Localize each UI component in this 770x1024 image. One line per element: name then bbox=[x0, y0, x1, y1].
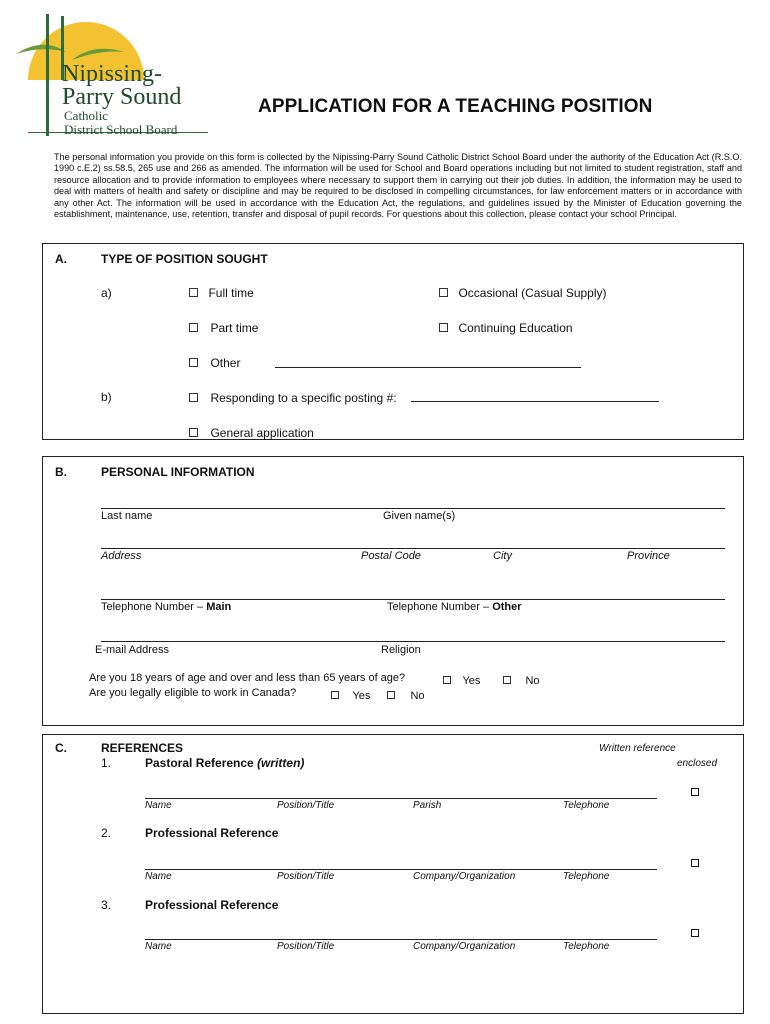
ref2-line[interactable] bbox=[145, 869, 657, 870]
general-option[interactable] bbox=[189, 424, 314, 442]
occasional-option[interactable] bbox=[439, 284, 607, 302]
age-yes-option[interactable] bbox=[443, 671, 480, 689]
ref2-company-label: Company/Organization bbox=[413, 871, 516, 882]
ref3-telephone-label: Telephone bbox=[563, 941, 610, 952]
item-a-label: a) bbox=[101, 286, 112, 300]
section-a-title: TYPE OF POSITION SOUGHT bbox=[101, 252, 268, 266]
written-ref-header-2: enclosed bbox=[677, 758, 718, 769]
city-label: City bbox=[493, 550, 512, 562]
age-no-option[interactable] bbox=[503, 671, 540, 689]
part-time-label: Part time bbox=[210, 321, 259, 335]
ref1-position-label: Position/Title bbox=[277, 800, 335, 811]
name-line[interactable] bbox=[101, 508, 725, 509]
ref3-position-label: Position/Title bbox=[277, 941, 335, 952]
occasional-label: Occasional (Casual Supply) bbox=[458, 286, 607, 300]
section-c bbox=[42, 734, 744, 1014]
occasional-checkbox[interactable] bbox=[439, 288, 448, 297]
part-time-checkbox[interactable] bbox=[189, 323, 198, 332]
ref3-line[interactable] bbox=[145, 939, 657, 940]
general-checkbox[interactable] bbox=[189, 428, 198, 437]
written-ref-header-1: Written reference bbox=[599, 743, 676, 754]
age-yes-label: Yes bbox=[462, 675, 481, 687]
age-no-label: No bbox=[525, 675, 540, 687]
province-label: Province bbox=[627, 550, 670, 562]
board-logo bbox=[14, 12, 204, 142]
section-b-letter: B. bbox=[55, 465, 67, 479]
other-label: Other bbox=[210, 356, 241, 370]
logo-name-line3: Catholic bbox=[64, 108, 109, 123]
eligible-no-checkbox[interactable] bbox=[387, 691, 395, 699]
section-a-letter: A. bbox=[55, 252, 67, 266]
ref1-name-label: Name bbox=[145, 800, 172, 811]
tel-other-label bbox=[387, 601, 522, 613]
ref3-company-label: Company/Organization bbox=[413, 941, 516, 952]
ref2-name-label: Name bbox=[145, 871, 172, 882]
posting-number-line[interactable] bbox=[411, 401, 659, 402]
last-name-label: Last name bbox=[101, 510, 153, 522]
ref2-enclosed-checkbox[interactable] bbox=[691, 859, 699, 867]
ref3-name-label: Name bbox=[145, 941, 172, 952]
general-label: General application bbox=[210, 426, 314, 440]
posting-label: Responding to a specific posting #: bbox=[210, 391, 397, 405]
section-c-title: REFERENCES bbox=[101, 741, 184, 755]
tel-other-prefix: Telephone Number – bbox=[387, 601, 493, 613]
ref1-telephone-label: Telephone bbox=[563, 800, 610, 811]
email-line[interactable] bbox=[101, 641, 725, 642]
posting-checkbox[interactable] bbox=[189, 393, 198, 402]
posting-option[interactable] bbox=[189, 389, 397, 407]
eligible-no-option[interactable] bbox=[387, 686, 425, 704]
tel-main-bold: Main bbox=[206, 601, 232, 613]
section-c-letter: C. bbox=[55, 741, 67, 755]
other-checkbox[interactable] bbox=[189, 358, 198, 367]
full-time-checkbox[interactable] bbox=[189, 288, 198, 297]
tel-main-label bbox=[101, 601, 231, 613]
other-option[interactable] bbox=[189, 354, 240, 372]
postal-code-label: Postal Code bbox=[361, 550, 421, 562]
ref1-enclosed-checkbox[interactable] bbox=[691, 788, 699, 796]
age-no-checkbox[interactable] bbox=[503, 676, 511, 684]
eligible-yes-option[interactable] bbox=[331, 686, 370, 704]
continuing-checkbox[interactable] bbox=[439, 323, 448, 332]
eligible-yes-checkbox[interactable] bbox=[331, 691, 339, 699]
item-b-label: b) bbox=[101, 390, 112, 404]
section-b bbox=[42, 456, 744, 726]
address-label: Address bbox=[101, 550, 142, 562]
ref1-title-text: Pastoral Reference bbox=[145, 756, 258, 770]
religion-label: Religion bbox=[381, 644, 421, 656]
tel-main-prefix: Telephone Number – bbox=[101, 601, 207, 613]
ref1-line[interactable] bbox=[145, 798, 657, 799]
ref1-written: (written) bbox=[257, 756, 305, 770]
logo-name-line2: Parry Sound bbox=[62, 84, 182, 110]
full-time-label: Full time bbox=[208, 286, 254, 300]
logo-name-line1: Nipissing- bbox=[62, 61, 163, 87]
section-a bbox=[42, 243, 744, 440]
telephone-line[interactable] bbox=[101, 599, 725, 600]
age-yes-checkbox[interactable] bbox=[443, 676, 451, 684]
ref3-title: Professional Reference bbox=[145, 898, 279, 912]
tel-other-bold: Other bbox=[492, 601, 522, 613]
ref1-parish-label: Parish bbox=[413, 800, 442, 811]
ref2-position-label: Position/Title bbox=[277, 871, 335, 882]
ref1-number: 1. bbox=[101, 756, 112, 770]
ref2-telephone-label: Telephone bbox=[563, 871, 610, 882]
ref2-number: 2. bbox=[101, 826, 112, 840]
continuing-option[interactable] bbox=[439, 319, 573, 337]
eligible-yes-label: Yes bbox=[352, 690, 371, 702]
part-time-option[interactable] bbox=[189, 319, 258, 337]
continuing-label: Continuing Education bbox=[458, 321, 573, 335]
eligible-question: Are you legally eligible to work in Canada? bbox=[89, 687, 297, 699]
privacy-notice: The personal information you provide on this form is collected by the Nipissing-Parry Sound Catholic District School Board under the authority of the Education Act (R.S.O. 1990 c.E.2) ss.58.5, 265 use and 266 as amended. The information will be used for School and Board operations including but not limited to student registration, staff and resource allocation and to provide information to employees where necessary to support them in carrying out their job duties. In addition, the information may be used to deal with matters of health and safety or discipline and may be required to be disclosed in compelling circumstances, for law enforcement matters or in accordance with any other Act. The information will be used in accordance with the Education Act, the regulations, and guidelines issued by the Minister of Education governing the establishment, maintenance, use, retention, transfer and disposal of pupil records. For questions about this collection, please contact your school Principal. bbox=[54, 152, 742, 220]
eligible-no-label: No bbox=[410, 690, 425, 702]
ref1-title bbox=[145, 756, 304, 770]
other-input-line[interactable] bbox=[275, 367, 581, 368]
section-b-title: PERSONAL INFORMATION bbox=[101, 465, 255, 479]
page-title: APPLICATION FOR A TEACHING POSITION bbox=[258, 96, 653, 117]
full-time-option[interactable] bbox=[189, 284, 254, 302]
email-label: E-mail Address bbox=[95, 644, 169, 656]
address-line[interactable] bbox=[101, 548, 725, 549]
given-names-label: Given name(s) bbox=[383, 510, 456, 522]
ref3-number: 3. bbox=[101, 898, 112, 912]
logo-name-line4: District School Board bbox=[64, 122, 178, 137]
ref3-enclosed-checkbox[interactable] bbox=[691, 929, 699, 937]
age-question: Are you 18 years of age and over and less than 65 years of age? bbox=[89, 672, 406, 684]
ref2-title: Professional Reference bbox=[145, 826, 279, 840]
